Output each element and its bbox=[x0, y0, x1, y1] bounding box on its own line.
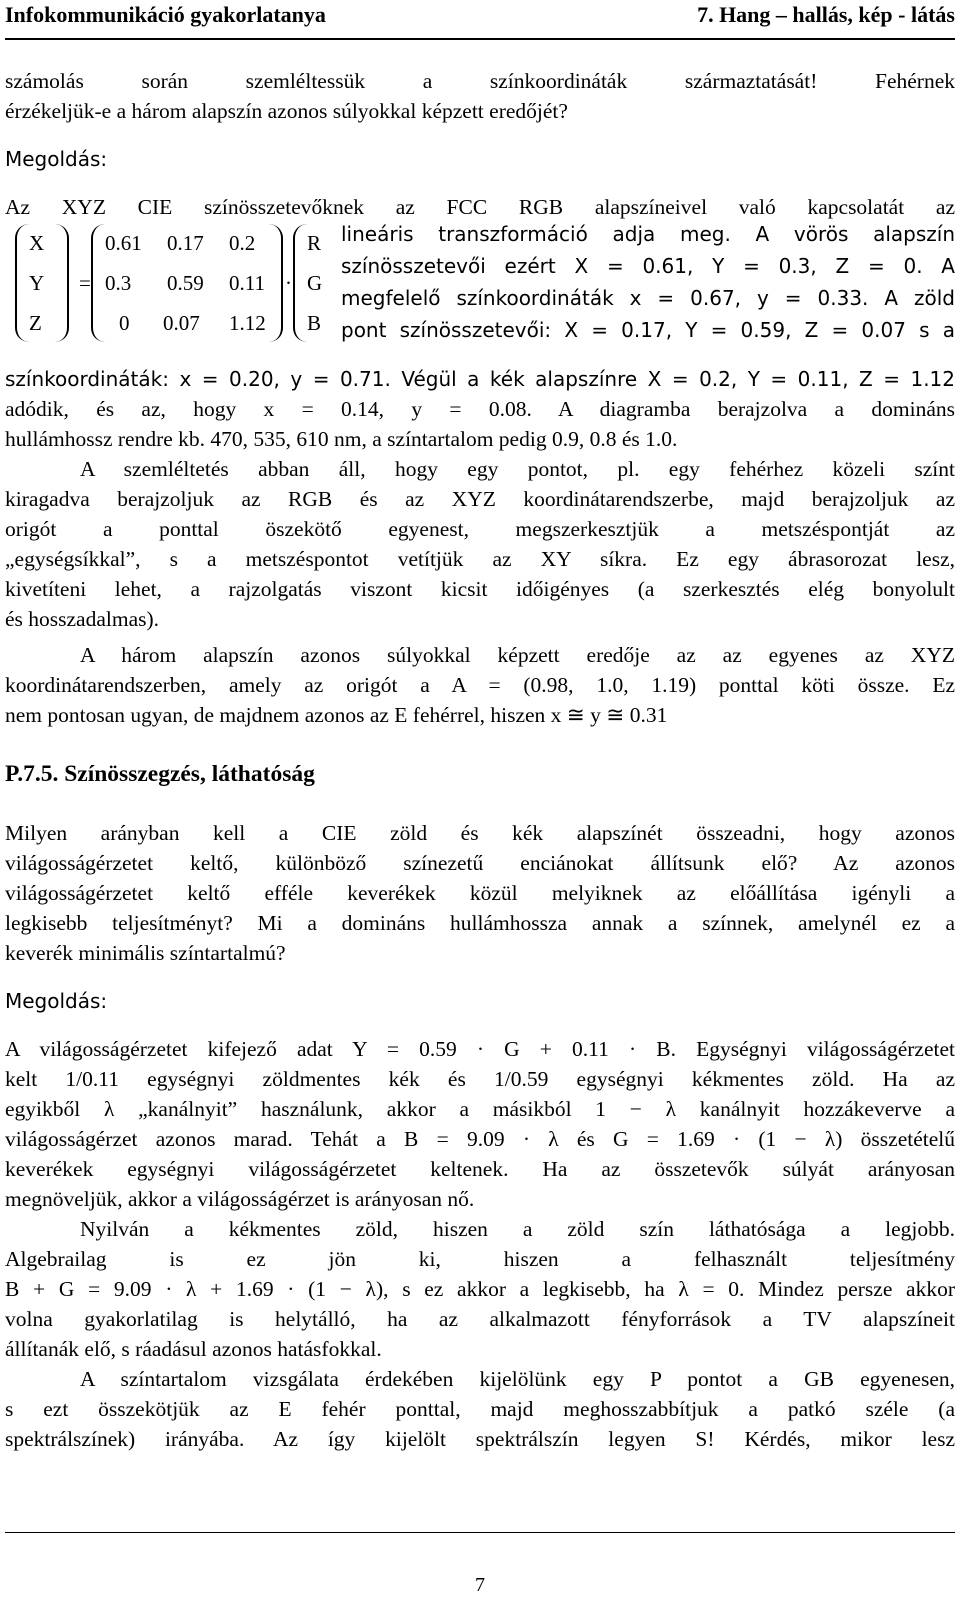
text-line: állítanák elő, s ráadásul azonos hatásfokkal. bbox=[5, 1337, 382, 1361]
page-header bbox=[5, 0, 955, 40]
text-line: nem pontosan ugyan, de majdnem azonos az E fehérrel, hiszen x ≅ y ≅ 0.31 bbox=[5, 703, 668, 727]
matrix-cell: 1.12 bbox=[229, 311, 266, 335]
paragraph bbox=[5, 364, 955, 454]
header-title-left: Infokommunikáció gyakorlatanya bbox=[5, 2, 326, 27]
text-line: érzékeljük-e a három alapszín azonos súlyokkal képzett eredőjét? bbox=[5, 99, 568, 123]
header-title-right: 7. Hang – hallás, kép - látás bbox=[697, 2, 955, 27]
matrix-equals: = bbox=[79, 271, 91, 295]
transformation-matrix bbox=[15, 222, 325, 352]
text-line: legkisebb teljesítményt? Mi a domináns hullámhossza annak a színnek, amelynél ez a bbox=[5, 911, 955, 935]
text-line: egyikből λ „kanálnyit” használunk, akkor a másikból 1 − λ kanálnyit hozzákeverve a bbox=[5, 1097, 955, 1121]
text-line: volna gyakorlatilag is helytálló, ha az alkalmazott fényforrások a TV alapszíneit bbox=[5, 1307, 955, 1331]
text-line: spektrálszínek) irányába. Az így kijelölt spektrálszín legyen S! Kérdés, mikor lesz bbox=[5, 1427, 955, 1451]
text-line: koordinátarendszerben, amely az origót a A = (0.98, 1.0, 1.19) ponttal köti össze. Ez bbox=[5, 673, 955, 697]
text-line: megnöveljük, akkor a világosságérzet is arányosan nő. bbox=[5, 1187, 475, 1211]
matrix-lhs: Y bbox=[29, 271, 45, 295]
text-line: Nyilván a kékmentes zöld, hiszen a zöld szín láthatósága a legjobb. bbox=[80, 1217, 955, 1241]
text-line: számolás során szemléltessük a színkoordináták származtatását! Fehérnek bbox=[5, 69, 955, 93]
matrix-cell: 0.59 bbox=[167, 271, 204, 295]
text-line: világosságérzet azonos marad. Tehát a B = 9.09 · λ és G = 1.69 · (1 − λ) összetételű bbox=[5, 1127, 955, 1151]
matrix-cell: 0.17 bbox=[167, 231, 204, 255]
matrix-lhs: X bbox=[29, 231, 45, 255]
text-line: színösszetevői ezért X = 0.61, Y = 0.3, Z = 0. A bbox=[341, 254, 955, 278]
text-line: világosságérzetet keltő efféle keverékek közül melyiknek az előállítása igényli a bbox=[5, 881, 955, 905]
matrix-cell: 0.11 bbox=[229, 271, 265, 295]
matrix-cell: 0.3 bbox=[105, 271, 132, 295]
matrix-rhs: B bbox=[307, 311, 322, 335]
text-line: kivetíteni lehet, a rajzolgatás viszont kicsit időigényes (a szerkesztés elég bonyolult bbox=[5, 577, 955, 601]
page-number: 7 bbox=[475, 1574, 485, 1596]
paragraph bbox=[5, 1034, 955, 1214]
text-line: Milyen arányban kell a CIE zöld és kék alapszínét összeadni, hogy azonos bbox=[5, 821, 955, 845]
section-title: P.7.5. Színösszegzés, láthatóság bbox=[5, 761, 315, 787]
text-line: keverékek egységnyi világosságérzetet keltenek. Ha az összetevők súlyát arányosan bbox=[5, 1157, 955, 1181]
matrix-cell: 0.61 bbox=[105, 231, 142, 255]
paragraph bbox=[5, 1364, 955, 1454]
text-line: világosságérzetet keltő, különböző színezetű enciánokat állítsunk elő? Az azonos bbox=[5, 851, 955, 875]
text-line: s ezt összekötjük az E fehér ponttal, majd meghosszabbítjuk a patkó széle (a bbox=[5, 1397, 955, 1421]
solution-label: Megoldás: bbox=[5, 147, 108, 171]
text-line: adódik, és az, hogy x = 0.14, y = 0.08. A diagramba berajzolva a domináns bbox=[5, 397, 955, 421]
paragraph bbox=[5, 1214, 955, 1364]
page-body bbox=[5, 66, 955, 1454]
paragraph bbox=[5, 454, 955, 634]
matrix-cell: 0 bbox=[119, 311, 130, 335]
text-line: A három alapszín azonos súlyokkal képzett eredője az az egyenes az XYZ bbox=[80, 643, 955, 667]
text-line: kelt 1/0.11 egységnyi zöldmentes kék és 1/0.59 egységnyi kékmentes zöld. Ha az bbox=[5, 1067, 955, 1091]
paragraph bbox=[5, 818, 955, 968]
solution-label: Megoldás: bbox=[5, 989, 108, 1013]
matrix-lhs: Z bbox=[29, 311, 42, 335]
text-line: megfelelő színkoordináták x = 0.67, y = 0.33. A zöld bbox=[341, 286, 955, 310]
text-line: Az XYZ CIE színösszetevőknek az FCC RGB alapszíneivel való kapcsolatát az bbox=[5, 195, 955, 219]
matrix-dot: · bbox=[285, 271, 292, 295]
text-line: és hosszadalmas). bbox=[5, 607, 160, 631]
matrix-side-text bbox=[341, 218, 955, 346]
text-line: kiragadva berajzoljuk az RGB és az XYZ koordinátarendszerbe, majd berajzoljuk az bbox=[5, 487, 955, 511]
text-line: színkoordináták: x = 0.20, y = 0.71. Végül a kék alapszínre X = 0.2, Y = 0.11, Z = 1.12 bbox=[5, 367, 955, 391]
text-line: lineáris transzformáció adja meg. A vörös alapszín bbox=[341, 222, 955, 246]
text-line: Algebrailag is ez jön ki, hiszen a felhasznált teljesítmény bbox=[5, 1247, 955, 1271]
text-line: pont színösszetevői: X = 0.17, Y = 0.59, Z = 0.07 s a bbox=[341, 318, 955, 342]
intro-paragraph bbox=[5, 66, 955, 126]
text-line: origót a ponttal öszekötő egyenest, megszerkesztjük a metszéspontját az bbox=[5, 517, 955, 541]
text-line: hullámhossz rendre kb. 470, 535, 610 nm, a színtartalom pedig 0.9, 0.8 és 1.0. bbox=[5, 427, 678, 451]
text-line: „egységsíkkal”, s a metszéspontot vetítjük az XY síkra. Ez egy ábrasorozat lesz, bbox=[5, 547, 955, 571]
matrix-cell: 0.07 bbox=[163, 311, 200, 335]
text-line: A világosságérzetet kifejező adat Y = 0.59 · G + 0.11 · B. Egységnyi világosságérzetet bbox=[5, 1037, 955, 1061]
text-line: B + G = 9.09 · λ + 1.69 · (1 − λ), s ez akkor a legkisebb, ha λ = 0. Mindez persze akkor bbox=[5, 1277, 955, 1301]
text-line: A színtartalom vizsgálata érdekében kijelölünk egy P pontot a GB egyenesen, bbox=[80, 1367, 955, 1391]
matrix-cell: 0.2 bbox=[229, 231, 256, 255]
paragraph bbox=[5, 640, 955, 730]
matrix-rhs: G bbox=[307, 271, 323, 295]
matrix-rhs: R bbox=[307, 231, 322, 255]
text-line: A szemléltetés abban áll, hogy egy pontot, pl. egy fehérhez közeli színt bbox=[80, 457, 955, 481]
text-line: keverék minimális színtartalmú? bbox=[5, 941, 286, 965]
matrix-block bbox=[5, 222, 955, 374]
footer-rule bbox=[5, 1532, 955, 1533]
